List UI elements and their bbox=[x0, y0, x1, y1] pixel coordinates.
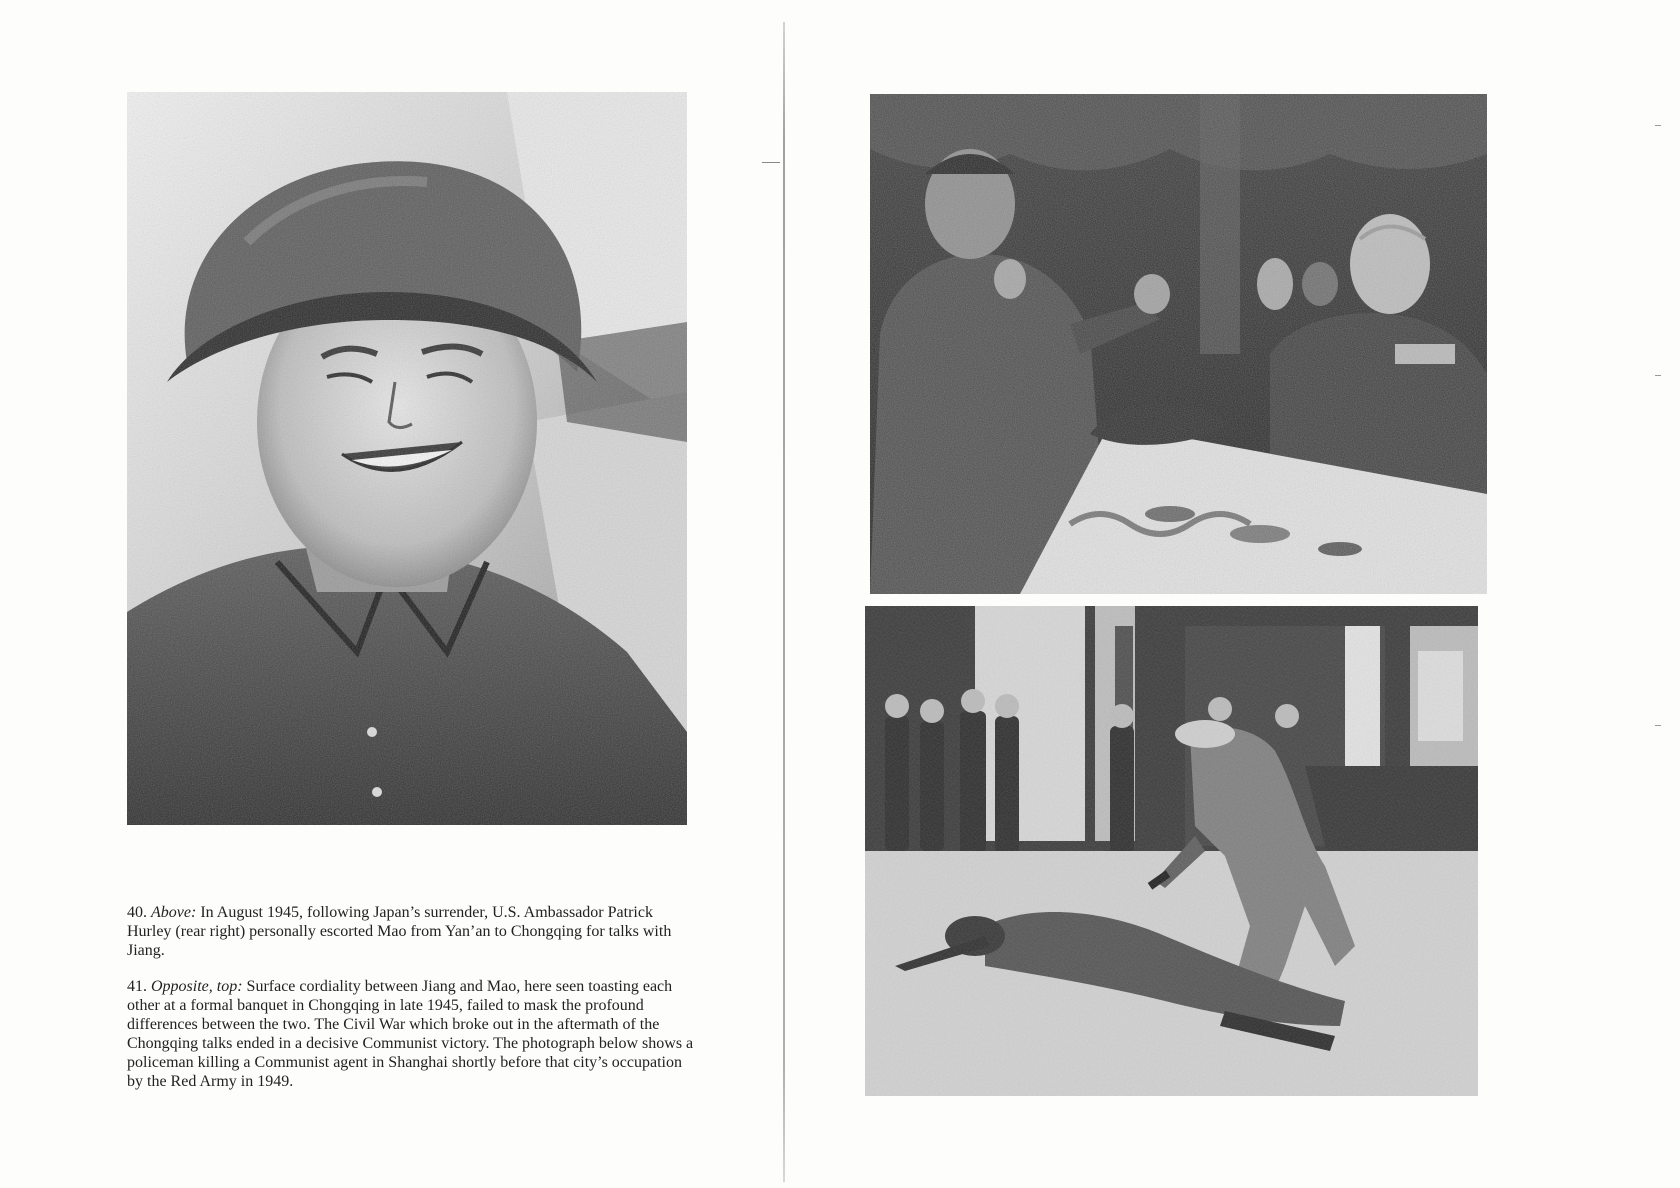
banquet-photo-image bbox=[870, 94, 1487, 594]
caption-fig40 bbox=[127, 903, 697, 960]
caption-fig41 bbox=[127, 977, 697, 1091]
margin-mark bbox=[1655, 725, 1661, 726]
caption-fig41-text: Surface cordiality between Jiang and Mao, here seen toasting each other at a formal banquet in Chongqing in late 1945, failed to mask the profound differences between the two. The Civil War which broke out in the aftermath of the Chongqing talks ended in a decisive Communist victory. The photograph below shows a policeman killing a Communist agent in Shanghai shortly before that city’s occupation by the Red Army in 1949. bbox=[127, 978, 694, 1090]
banquet-photo bbox=[870, 94, 1487, 594]
book-gutter bbox=[783, 22, 785, 1182]
caption-fig41-lead: Opposite, top: bbox=[151, 978, 243, 995]
gutter-mark bbox=[762, 162, 780, 163]
street-photo-image bbox=[865, 606, 1478, 1096]
street-photo bbox=[865, 606, 1478, 1096]
caption-fig40-number: 40. bbox=[127, 904, 147, 921]
portrait-photo-image bbox=[127, 92, 687, 825]
caption-fig40-text: In August 1945, following Japan’s surrender, U.S. Ambassador Patrick Hurley (rear right) personally escorted Mao from Yan’an to Chongqing for talks with Jiang. bbox=[127, 904, 672, 959]
margin-mark bbox=[1655, 375, 1661, 376]
caption-fig40-lead: Above: bbox=[151, 904, 197, 921]
portrait-photo bbox=[127, 92, 687, 825]
caption-fig41-number: 41. bbox=[127, 978, 147, 995]
margin-mark bbox=[1655, 125, 1661, 126]
left-page bbox=[0, 0, 785, 1188]
